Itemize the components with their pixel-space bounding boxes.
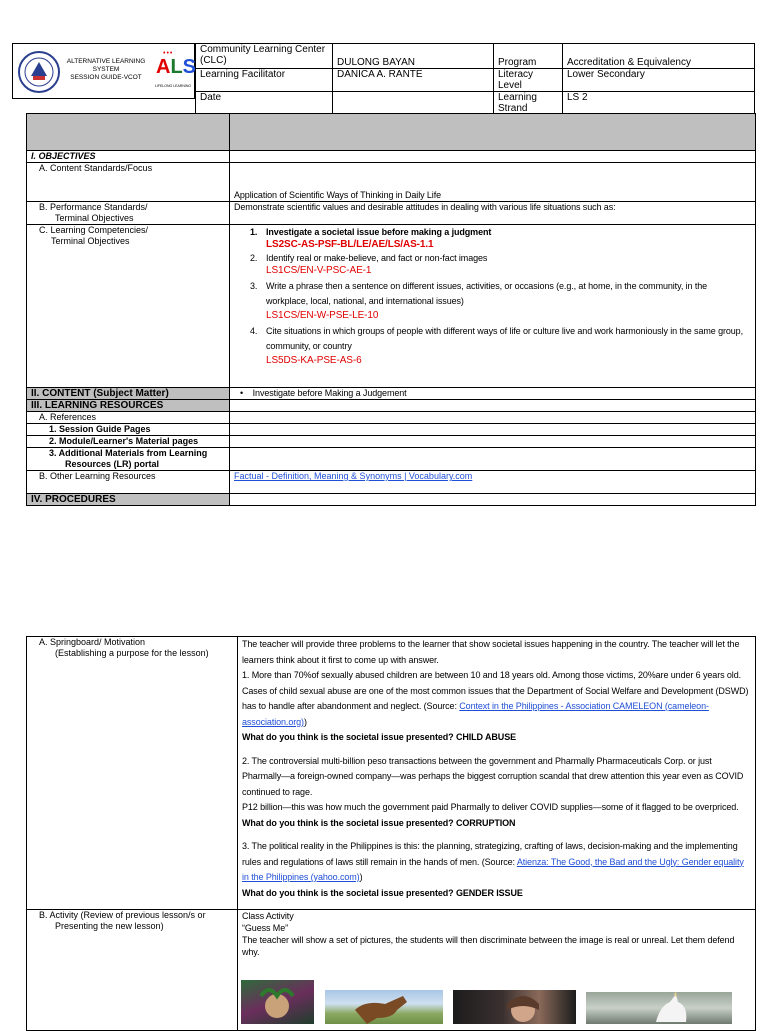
header-label: Learning Strand: [494, 92, 563, 115]
empty-cell: [230, 151, 756, 163]
als-title-line: ALTERNATIVE LEARNING: [66, 58, 146, 65]
problem-3-text: 3. The political reality in the Philippines is this: the planning, strategizing, crafting of laws, decision-making and the implementing rules and regulations of laws still remain in the hands of men. (Source:: [242, 841, 738, 867]
competency-number: 1.: [250, 227, 258, 237]
competency-code: LS1CS/EN-W-PSE-LE-10: [266, 310, 379, 321]
spacer: [242, 746, 751, 754]
objectives-label: I. OBJECTIVES: [27, 151, 230, 163]
springboard-label: [27, 637, 238, 910]
reference-item-line: Resources (LR) portal: [65, 459, 160, 469]
problem-1: [242, 668, 751, 730]
als-title: [63, 58, 149, 82]
bullet-icon: •: [240, 388, 253, 398]
competencies-label: [27, 225, 230, 388]
resources-label: III. LEARNING RESOURCES: [27, 400, 230, 412]
empty-cell: [230, 436, 756, 448]
als-logo-text: ALS: [156, 56, 197, 78]
vocabulary-link[interactable]: Factual - Definition, Meaning & Synonyms | Vocabulary.com: [230, 471, 756, 494]
header-value: Accreditation & Equivalency: [563, 44, 755, 69]
empty-cell: [230, 400, 756, 412]
unicorn-image: [586, 992, 732, 1024]
blank-header-cell: [27, 114, 230, 151]
activity-label-line: B. Activity (Review of previous lesson/s or: [39, 910, 206, 920]
competency-text: Cite situations in which groups of people with different ways of life or culture live and work harmoniously in the same group, community, or country: [266, 326, 743, 351]
blank-header-cell: [230, 114, 756, 151]
question-3: What do you think is the societal issue presented? GENDER ISSUE: [242, 887, 523, 898]
problem-3-end: ): [359, 872, 363, 882]
springboard-content: [238, 637, 756, 910]
header-table: [195, 43, 755, 115]
header-label: Date: [196, 92, 333, 115]
reference-item-line: 3. Additional Materials from Learning: [49, 448, 208, 458]
content-value: Investigate before Making a Judgement: [252, 388, 407, 398]
als-title-line: SYSTEM: [92, 66, 120, 73]
activity-text: The teacher will show a set of pictures, the students will then discriminate between the image is real or unreal. Let them defend why.: [242, 935, 735, 957]
competencies-label-line: Terminal Objectives: [51, 236, 130, 246]
header-value: DULONG BAYAN: [333, 44, 494, 69]
header-value: Lower Secondary: [563, 69, 755, 92]
performance-label-line: B. Performance Standards/: [39, 202, 148, 212]
yahoo-link[interactable]: Atienza: The Good, the Bad and the Ugly: Gender equality in the Philippines (yahoo.com): [242, 856, 744, 882]
competency-number: 2.: [250, 253, 258, 263]
competency-text: Investigate a societal issue before making a judgment: [266, 227, 492, 237]
horse-image: [325, 990, 443, 1024]
deped-seal-icon: [17, 48, 61, 96]
competency-code: LS2SC-AS-PSF-BL/LE/AE/LS/AS-1.1: [266, 239, 434, 250]
other-resources-label: B. Other Learning Resources: [27, 471, 230, 494]
content-label: II. CONTENT (Subject Matter): [27, 388, 230, 400]
person-icon: [453, 990, 576, 1024]
header-label: Community Learning Center (CLC): [196, 44, 333, 69]
question-2: What do you think is the societal issue presented? CORRUPTION: [242, 817, 516, 828]
competency-number: 3.: [250, 281, 258, 291]
competency-item: [250, 279, 751, 323]
problem-1-end: ): [303, 716, 307, 727]
procedures-table: [26, 636, 756, 1031]
unicorn-icon: [586, 992, 732, 1024]
problem-3: [242, 839, 751, 886]
objectives-table: [26, 113, 756, 506]
medusa-image: [241, 980, 314, 1024]
performance-label-line: Terminal Objectives: [55, 213, 134, 223]
activity-subtitle: “Guess Me”: [242, 923, 289, 933]
reference-item: 2. Module/Learner's Material pages: [27, 436, 230, 448]
header-value: LS 2: [563, 92, 755, 115]
horse-icon: [325, 990, 443, 1024]
question-1: What do you think is the societal issue presented? CHILD ABUSE: [242, 732, 517, 742]
competency-item: [250, 324, 751, 368]
header-box: [12, 43, 195, 99]
competency-item: [250, 227, 751, 252]
competency-text: Write a phrase then a sentence on different issues, activities, or occasions (e.g., at home, in the community, in the workplace, local, national, and international issues): [266, 281, 708, 306]
competency-code: LS1CS/EN-V-PSC-AE-1: [266, 265, 372, 276]
reference-item: 1. Session Guide Pages: [27, 424, 230, 436]
competency-code: LS5DS-KA-PSE-AS-6: [266, 355, 362, 366]
empty-cell: [230, 424, 756, 436]
activity-title: Class Activity: [242, 911, 294, 921]
content-standards-label: A. Content Standards/Focus: [27, 163, 230, 202]
spacer: [242, 831, 751, 839]
als-title-line: SESSION GUIDE-VCOT: [70, 74, 142, 81]
header-label: Learning Facilitator: [196, 69, 333, 92]
als-tagline: LIFELONG LEARNING: [154, 84, 192, 88]
performance-label: [27, 202, 230, 225]
springboard-intro: The teacher will provide three problems to the learner that show societal issues happening in the country. The teacher will let the learners think about it first to come up with answer.: [242, 639, 740, 665]
problem-1-text: 1. More than 70%of sexually abused children are between 10 and 18 years old. Among those victims, 20%are under 6 years old. Cases of child sexual abuse are one of the most common issues that the Department of Social Welfare and Development (DSWD) has to handle after abandonment and neglect. (Source:: [242, 670, 749, 711]
medusa-icon: [241, 980, 314, 1024]
header-label: Program: [494, 44, 563, 69]
cameleon-link[interactable]: Context in the Philippines - Association CAMELEON (cameleon-association.org): [242, 701, 709, 727]
header-label: Literacy Level: [494, 69, 563, 92]
header-value: [333, 92, 494, 115]
empty-cell: [230, 448, 756, 471]
performance-value: Demonstrate scientific values and desirable attitudes in dealing with various life situations such as:: [230, 202, 756, 225]
springboard-label-line: A. Springboard/ Motivation: [39, 637, 146, 647]
header-value: DANICA A. RANTE: [333, 69, 494, 92]
competencies-label-line: C. Learning Competencies/: [39, 225, 149, 235]
competency-number: 4.: [250, 326, 258, 336]
problem-2-text: 2. The controversial multi-billion peso transactions between the government and Pharmally Pharmaceuticals Corp. or just Pharmally—a foreign-owned company—was perhaps the biggest corruption scandal that drew attention this year even as COVID continued to rage.: [242, 755, 744, 797]
portrait-image: [453, 990, 576, 1024]
als-logo: [153, 50, 197, 96]
activity-label: [27, 910, 238, 1031]
empty-cell: [230, 494, 756, 506]
empty-cell: [230, 412, 756, 424]
problem-2-text-b: P12 billion—this was how much the government paid Pharmally to deliver COVID supplies—some of it flagged to be overpriced.: [242, 802, 739, 812]
content-value-cell: [230, 388, 756, 400]
competencies-list: [230, 225, 756, 388]
reference-item: [27, 448, 230, 471]
references-label: A. References: [27, 412, 230, 424]
activity-label-line: Presenting the new lesson): [55, 921, 164, 931]
dots-icon: •••: [163, 50, 174, 57]
procedures-label: IV. PROCEDURES: [27, 494, 230, 506]
competency-text: Identify real or make-believe, and fact or non-fact images: [266, 253, 488, 263]
springboard-label-line: (Establishing a purpose for the lesson): [55, 648, 209, 658]
content-standards-value: Application of Scientific Ways of Thinking in Daily Life: [230, 163, 756, 202]
competency-item: [250, 253, 751, 278]
